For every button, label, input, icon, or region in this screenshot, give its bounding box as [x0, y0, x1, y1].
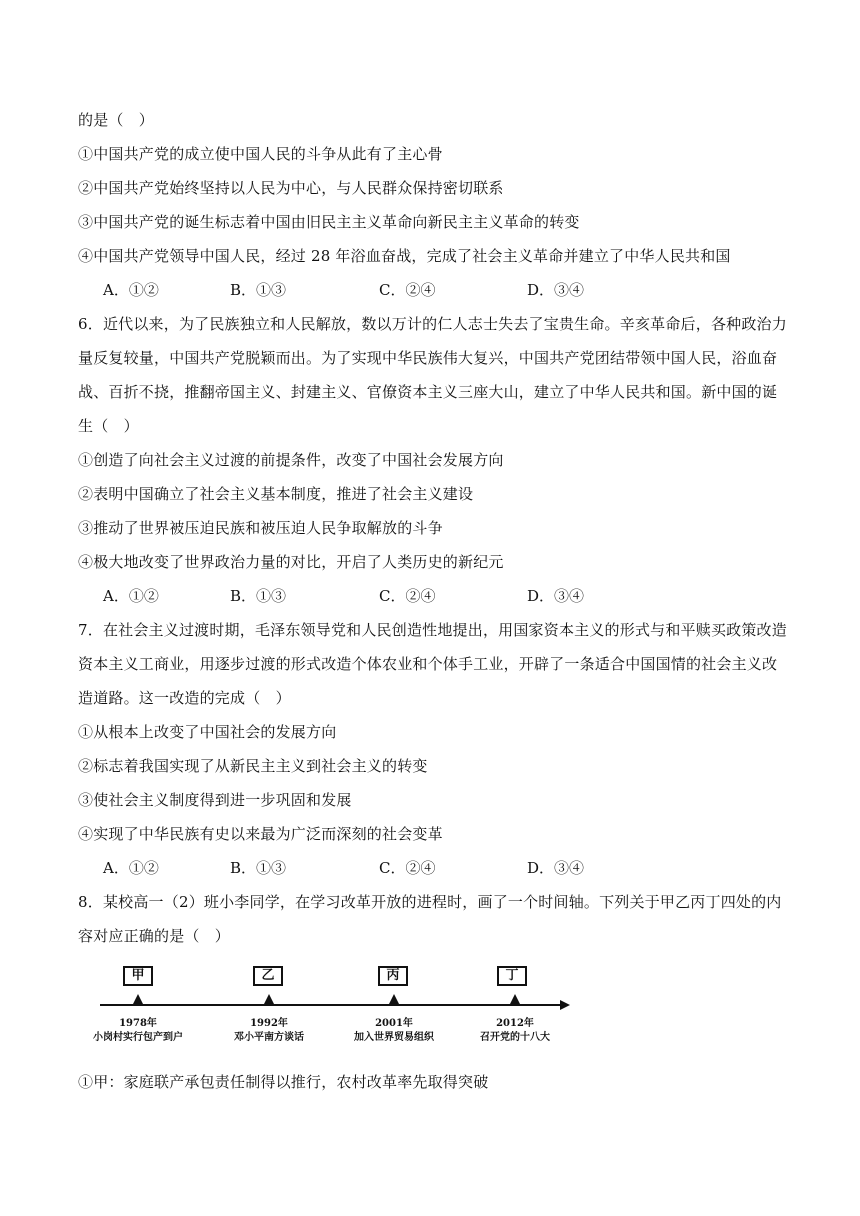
q8-stem-line-2: 容对应正确的是（ ） — [78, 927, 231, 945]
q6-option-a: A．①② — [103, 587, 159, 605]
timeline-arrow-icon — [560, 1000, 570, 1010]
q6-option-c: C．②④ — [379, 587, 436, 605]
q6-option-d: D．③④ — [527, 587, 585, 605]
q5-stem-tail: 的是（ ） — [78, 111, 155, 129]
timeline-box-yi: 乙 — [253, 966, 283, 986]
timeline-figure — [93, 960, 576, 1056]
timeline-event-bing: 加入世界贸易组织 — [354, 1032, 434, 1043]
q6-option-b: B．①③ — [230, 587, 287, 605]
q5-item-3: ③中国共产党的诞生标志着中国由旧民主主义革命向新民主主义革命的转变 — [78, 213, 580, 231]
timeline-box-jia: 甲 — [123, 966, 153, 986]
q7-stem-line-2: 资本主义工商业，用逐步过渡的形式改造个体农业和个体手工业，开辟了一条适合中国国情的社会主义改 — [78, 655, 778, 673]
timeline-box-ding: 丁 — [497, 966, 527, 986]
q7-item-2: ②标志着我国实现了从新民主主义到社会主义的转变 — [78, 757, 428, 775]
q6-item-2: ②表明中国确立了社会主义基本制度，推进了社会主义建设 — [78, 485, 474, 503]
q8-item-1: ①甲：家庭联产承包责任制得以推行，农村改革率先取得突破 — [78, 1073, 489, 1091]
timeline-axis — [100, 1004, 562, 1006]
q7-stem-line-1: 7．在社会主义过渡时期，毛泽东领导党和人民创造性地提出，用国家资本主义的形式与和平赎买政策改造 — [78, 621, 787, 639]
q5-item-1: ①中国共产党的成立使中国人民的斗争从此有了主心骨 — [78, 145, 443, 163]
timeline-event-yi: 邓小平南方谈话 — [234, 1032, 304, 1043]
q6-stem-line-4: 生（ ） — [78, 417, 139, 435]
q5-option-a: A．①② — [103, 281, 159, 299]
timeline-box-bing: 丙 — [378, 966, 408, 986]
q5-option-d: D．③④ — [527, 281, 585, 299]
timeline-year-bing: 2001年 — [375, 1018, 413, 1029]
q6-stem-line-1: 6．近代以来，为了民族独立和人民解放，数以万计的仁人志士失去了宝贵生命。辛亥革命后，各种政治力 — [78, 315, 787, 333]
q7-option-c: C．②④ — [379, 859, 436, 877]
q7-option-b: B．①③ — [230, 859, 287, 877]
q6-item-1: ①创造了向社会主义过渡的前提条件，改变了中国社会发展方向 — [78, 451, 504, 469]
q6-item-4: ④极大地改变了世界政治力量的对比，开启了人类历史的新纪元 — [78, 553, 504, 571]
q7-item-4: ④实现了中华民族有史以来最为广泛而深刻的社会变革 — [78, 825, 443, 843]
q7-stem-line-3: 造道路。这一改造的完成（ ） — [78, 689, 291, 707]
q6-stem-line-2: 量反复较量，中国共产党脱颖而出。为了实现中华民族伟大复兴，中国共产党团结带领中国人民，浴血奋 — [78, 349, 778, 367]
q7-option-d: D．③④ — [527, 859, 585, 877]
q6-stem-line-3: 战、百折不挠，推翻帝国主义、封建主义、官僚资本主义三座大山，建立了中华人民共和国。新中国的诞 — [78, 383, 778, 401]
q7-option-a: A．①② — [103, 859, 159, 877]
q7-item-1: ①从根本上改变了中国社会的发展方向 — [78, 723, 337, 741]
timeline-event-ding: 召开党的十八大 — [480, 1032, 550, 1043]
timeline-event-jia: 小岗村实行包产到户 — [93, 1032, 183, 1043]
q5-item-2: ②中国共产党始终坚持以人民为中心，与人民群众保持密切联系 — [78, 179, 504, 197]
q5-option-c: C．②④ — [379, 281, 436, 299]
timeline-year-yi: 1992年 — [250, 1018, 288, 1029]
q8-stem-line-1: 8．某校高一（2）班小李同学，在学习改革开放的进程时，画了一个时间轴。下列关于甲乙丙丁四处的内 — [78, 893, 782, 911]
timeline-year-jia: 1978年 — [119, 1018, 157, 1029]
q5-item-4: ④中国共产党领导中国人民，经过 28 年浴血奋战，完成了社会主义革命并建立了中华人民共和国 — [78, 247, 731, 265]
timeline-year-ding: 2012年 — [496, 1018, 534, 1029]
q7-item-3: ③使社会主义制度得到进一步巩固和发展 — [78, 791, 352, 809]
q6-item-3: ③推动了世界被压迫民族和被压迫人民争取解放的斗争 — [78, 519, 443, 537]
q5-option-b: B．①③ — [230, 281, 287, 299]
